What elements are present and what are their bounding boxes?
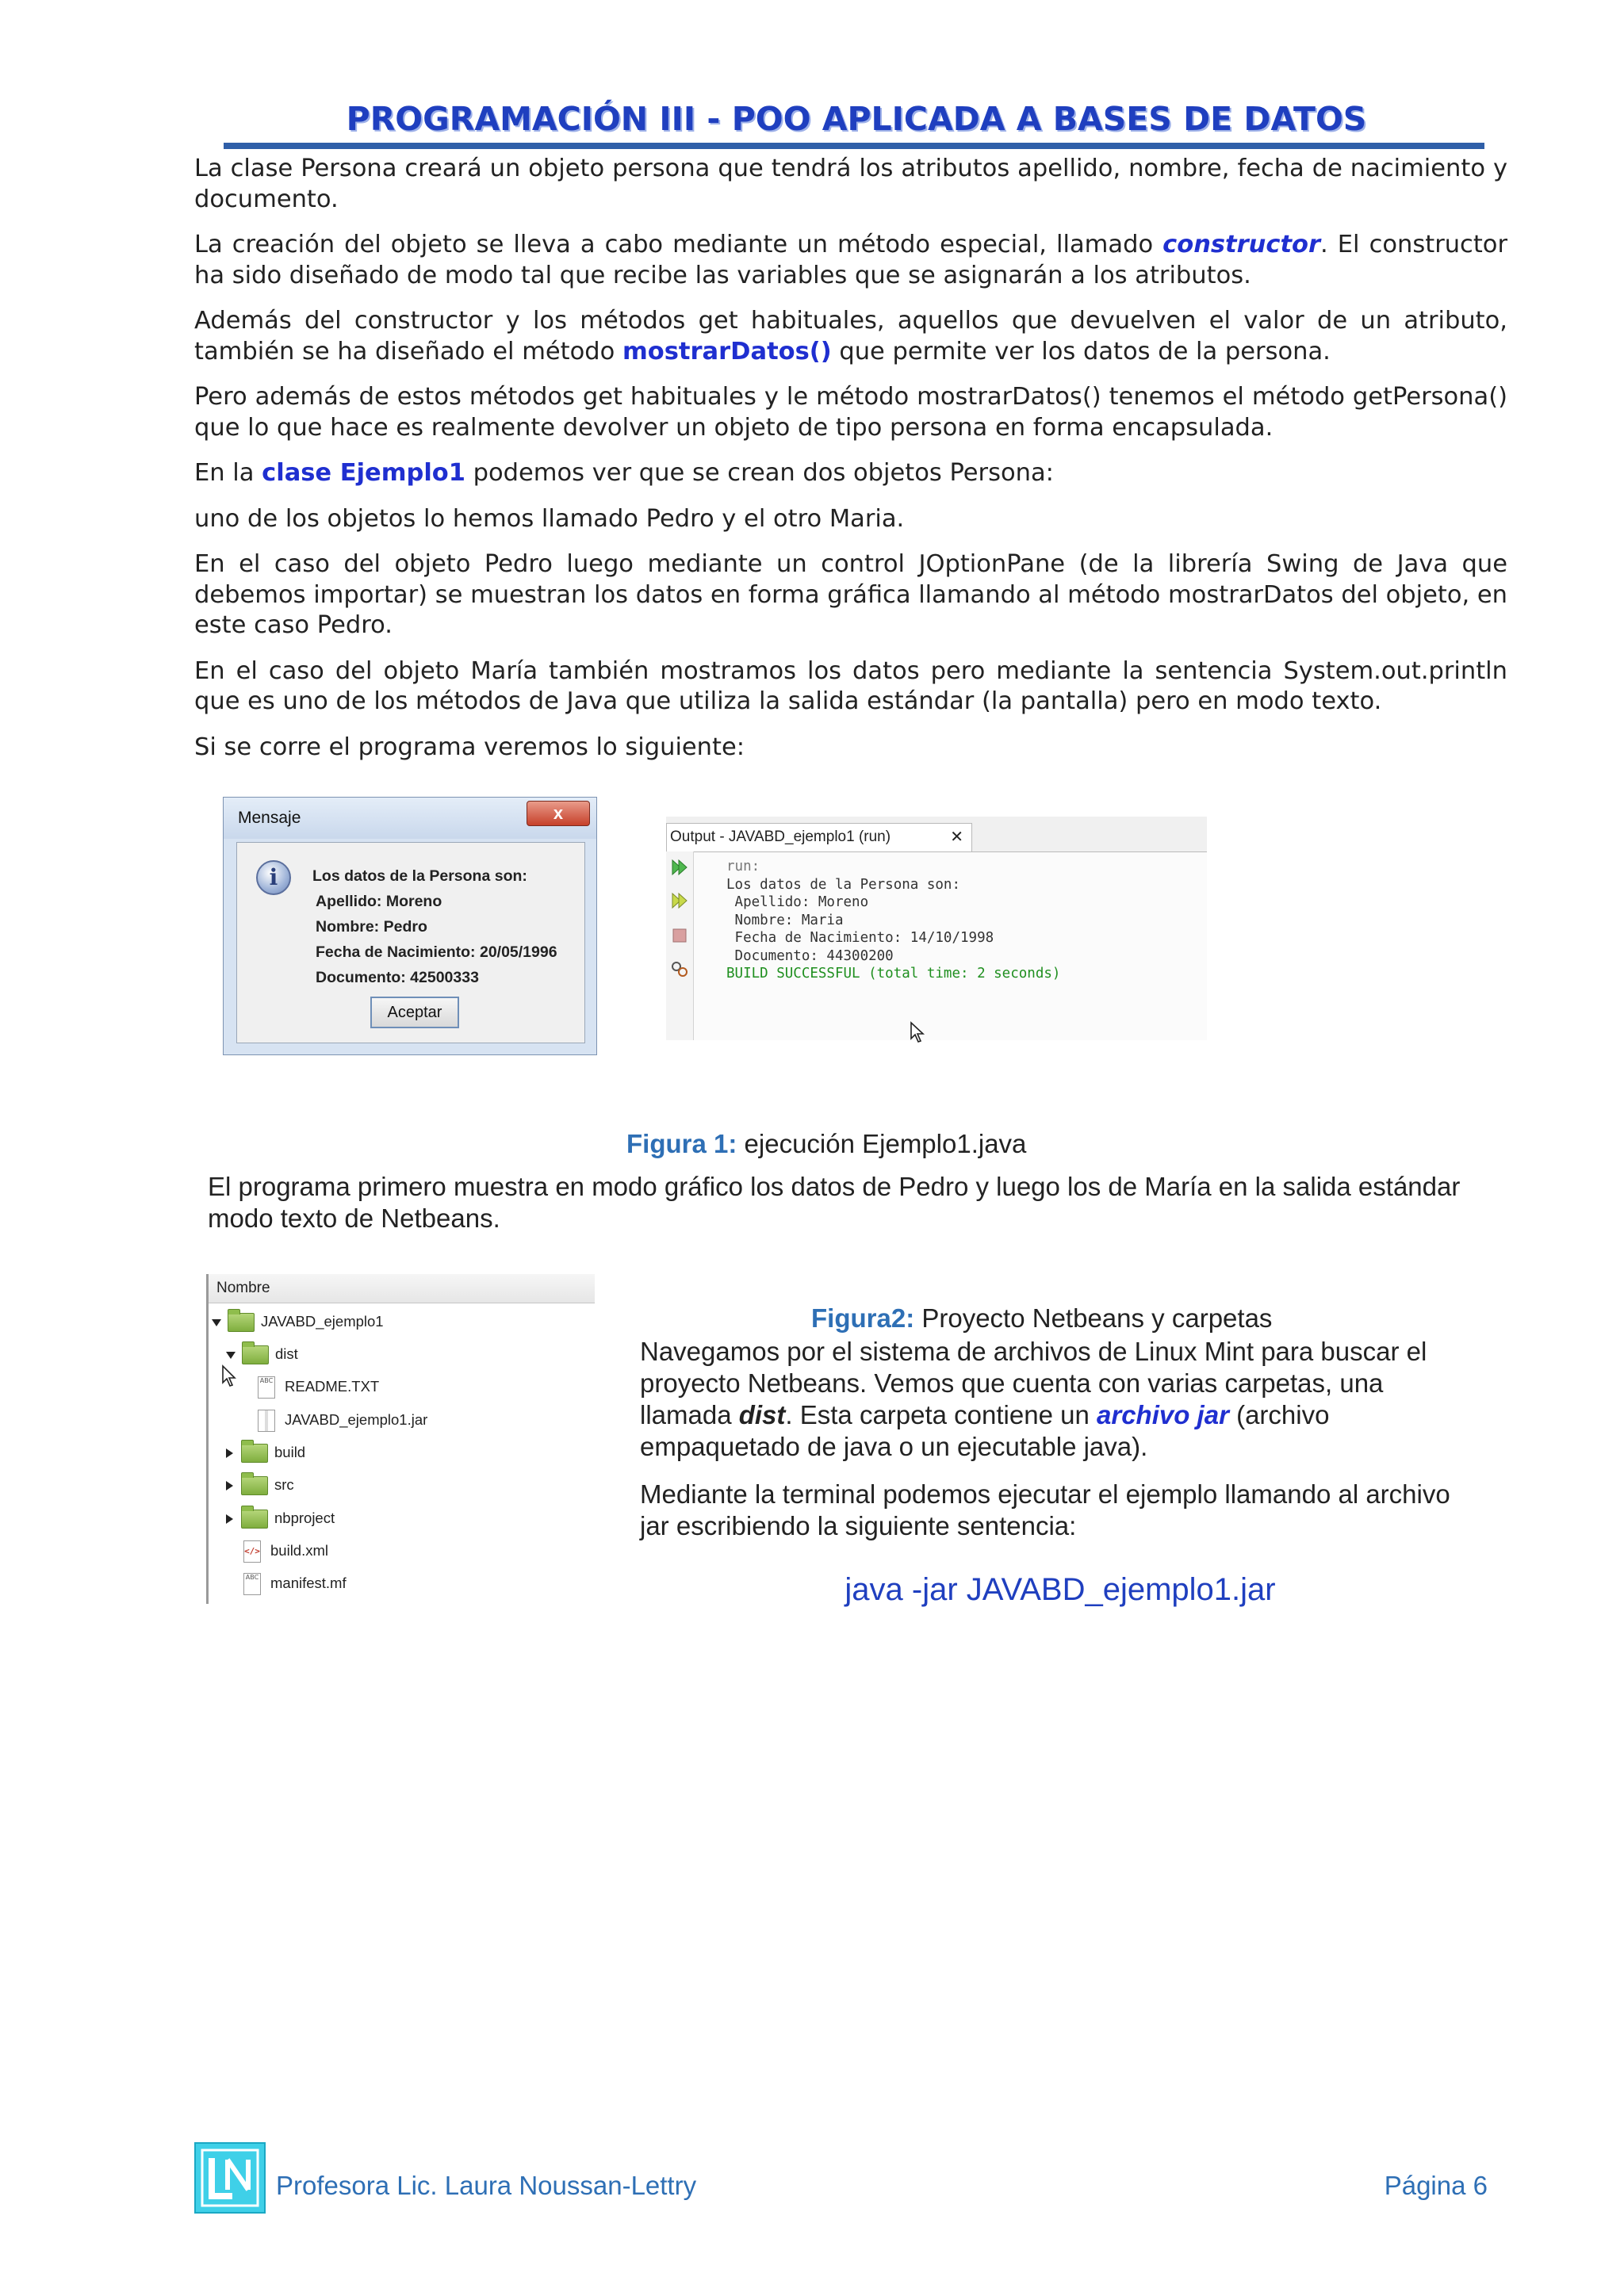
file-browser — [206, 1274, 595, 1604]
highlight-archivo-jar: archivo jar — [1097, 1400, 1229, 1429]
paragraph-8: En el caso del objeto María también mostramos los datos pero mediante la sentencia System.out.println que es uno de los métodos de Java que utiliza la salida estándar (la pantalla) pero en modo texto. — [194, 656, 1507, 715]
tree-item-jar[interactable]: JAVABD_ejemplo1.jar — [258, 1406, 427, 1434]
folder-icon — [228, 1313, 255, 1332]
figure-1-caption: Figura 1: ejecución Ejemplo1.java — [626, 1129, 1027, 1158]
highlight-clase-ejemplo1: clase Ejemplo1 — [262, 459, 465, 487]
paragraph-9: Si se corre el programa veremos lo siguiente: — [194, 733, 745, 761]
dialog-panel — [236, 842, 585, 1043]
dialog-title: Mensaje — [238, 809, 301, 827]
paragraph-5: En la clase Ejemplo1 podemos ver que se crean dos objetos Persona: — [194, 459, 1054, 487]
output-window — [666, 817, 1207, 1040]
column-header-nombre[interactable]: Nombre — [209, 1274, 595, 1303]
paragraph-10: El programa primero muestra en modo gráfico los datos de Pedro y luego los de María en la salida estándar modo texto de Netbeans. — [208, 1172, 1461, 1233]
jar-file-icon — [258, 1410, 275, 1432]
rerun-icon[interactable] — [669, 858, 690, 877]
folder-icon — [242, 1345, 269, 1364]
dialog-line: Apellido: Moreno — [316, 893, 442, 910]
tree-item-manifest[interactable]: ABC manifest.mf — [243, 1569, 347, 1598]
console-line: Nombre: Maria — [726, 912, 844, 928]
dialog-titlebar — [224, 798, 596, 839]
paragraph-7: En el caso del objeto Pedro luego mediante un control JOptionPane (de la librería Swing de Java que debemos importar) se muestran los datos en forma gráfica llamando al método mostrarDatos del objeto, en este caso Pedro. — [194, 550, 1507, 639]
chevron-down-icon[interactable] — [226, 1352, 236, 1359]
dialog-line: Documento: 42500333 — [316, 969, 479, 986]
message-dialog — [223, 797, 597, 1055]
paragraph-4: Pero además de estos métodos get habituales y le método mostrarDatos() tenemos el método getPersona() que lo que hace es realmente devolver un objeto de tipo persona en forma encapsulada. — [194, 383, 1507, 442]
output-toolbar — [666, 851, 694, 1040]
chevron-right-icon[interactable] — [226, 1448, 233, 1458]
console-line: run: — [726, 859, 760, 874]
folder-icon — [241, 1444, 268, 1463]
command-line: java -jar JAVABD_ejemplo1.jar — [845, 1572, 1276, 1607]
highlight-mostrar-datos: mostrarDatos() — [622, 337, 832, 365]
output-tabbar — [666, 817, 1207, 852]
chevron-right-icon[interactable] — [226, 1514, 233, 1524]
stop-icon[interactable] — [669, 926, 690, 945]
text-file-icon: ABC — [243, 1573, 261, 1595]
xml-file-icon: </> — [243, 1540, 261, 1563]
figure-2-caption: Figura2: Proyecto Netbeans y carpetas — [811, 1303, 1273, 1333]
tree-item-nbproject[interactable]: nbproject — [226, 1504, 335, 1533]
dialog-line: Los datos de la Persona son: — [312, 867, 527, 885]
paragraph-3: Además del constructor y los métodos get habituales, aquellos que devuelven el valor de un atributo, también se ha diseñado el método mostrarDatos() que permite ver los datos de la persona. — [194, 307, 1507, 365]
paragraph-2: La creación del objeto se lleva a cabo mediante un método especial, llamado constructor. El constructor ha sido diseñado de modo tal que recibe las variables que se asignarán a los atributos. — [194, 231, 1507, 289]
highlight-dist: dist — [738, 1400, 786, 1429]
mouse-cursor-icon — [221, 1364, 240, 1388]
body-text — [194, 154, 1507, 778]
page-title: PROGRAMACIÓN III - POO APLICADA A BASES DE DATOS — [346, 100, 1367, 138]
tree-item-dist[interactable]: dist — [226, 1340, 298, 1368]
dialog-message — [312, 863, 557, 990]
dialog-line: Fecha de Nacimiento: 20/05/1996 — [316, 943, 557, 961]
chevron-down-icon[interactable] — [212, 1319, 221, 1326]
header-divider — [224, 143, 1484, 149]
output-tab-label: Output - JAVABD_ejemplo1 (run) — [670, 828, 891, 845]
folder-icon — [241, 1510, 268, 1529]
tree-item-src[interactable]: src — [226, 1471, 294, 1499]
close-icon[interactable]: ✕ — [950, 828, 963, 846]
tree-item-build-xml[interactable]: </> build.xml — [243, 1536, 328, 1565]
output-tab[interactable] — [666, 823, 972, 851]
paragraph-6: uno de los objetos lo hemos llamado Pedro y el otro Maria. — [194, 504, 905, 533]
output-console — [726, 858, 1060, 983]
folder-icon — [241, 1476, 268, 1495]
tree-item-build[interactable]: build — [226, 1438, 305, 1467]
paragraph-11: Navegamos por el sistema de archivos de Linux Mint para buscar el proyecto Netbeans. Vemos que cuenta con varias carpetas, una llamada dist. Esta carpeta contiene un archivo jar (archivo empaquetado de java o un ejecutable java). — [640, 1337, 1427, 1461]
console-line: Fecha de Nacimiento: 14/10/1998 — [726, 930, 994, 946]
page-number: Página 6 — [1384, 2171, 1488, 2200]
dialog-line: Nombre: Pedro — [316, 918, 427, 936]
tree-item-root[interactable]: JAVABD_ejemplo1 — [212, 1307, 384, 1336]
highlight-constructor: constructor — [1162, 231, 1321, 258]
console-line: Los datos de la Persona son: — [726, 876, 961, 893]
mouse-cursor-icon — [909, 1021, 931, 1043]
text-file-icon: ABC — [258, 1376, 275, 1399]
build-status: BUILD SUCCESSFUL (total time: 2 seconds) — [726, 966, 1061, 982]
paragraph-1: La clase Persona creará un objeto persona que tendrá los atributos apellido, nombre, fecha de nacimiento y documento. — [194, 155, 1507, 213]
info-icon: i — [256, 860, 291, 895]
paragraph-12: Mediante la terminal podemos ejecutar el ejemplo llamando al archivo jar escribiendo la siguiente sentencia: — [640, 1479, 1450, 1540]
right-column-text — [640, 1336, 1480, 1558]
logo — [194, 2142, 266, 2214]
figure-1-label: Figura 1: — [626, 1129, 737, 1158]
chevron-right-icon[interactable] — [226, 1481, 233, 1490]
figure-2-label: Figura2: — [811, 1303, 915, 1333]
footer-author: Profesora Lic. Laura Noussan-Lettry — [276, 2171, 697, 2200]
aceptar-button[interactable]: Aceptar — [370, 997, 459, 1028]
dialog-close-button[interactable]: x — [527, 801, 590, 826]
rerun-with-params-icon[interactable] — [669, 891, 690, 910]
ln-logo-icon — [201, 2149, 259, 2207]
console-line: Documento: 44300200 — [726, 947, 894, 964]
tree-item-readme[interactable]: ABC README.TXT — [258, 1372, 379, 1401]
console-line: Apellido: Moreno — [726, 894, 869, 910]
settings-icon[interactable] — [669, 959, 690, 978]
